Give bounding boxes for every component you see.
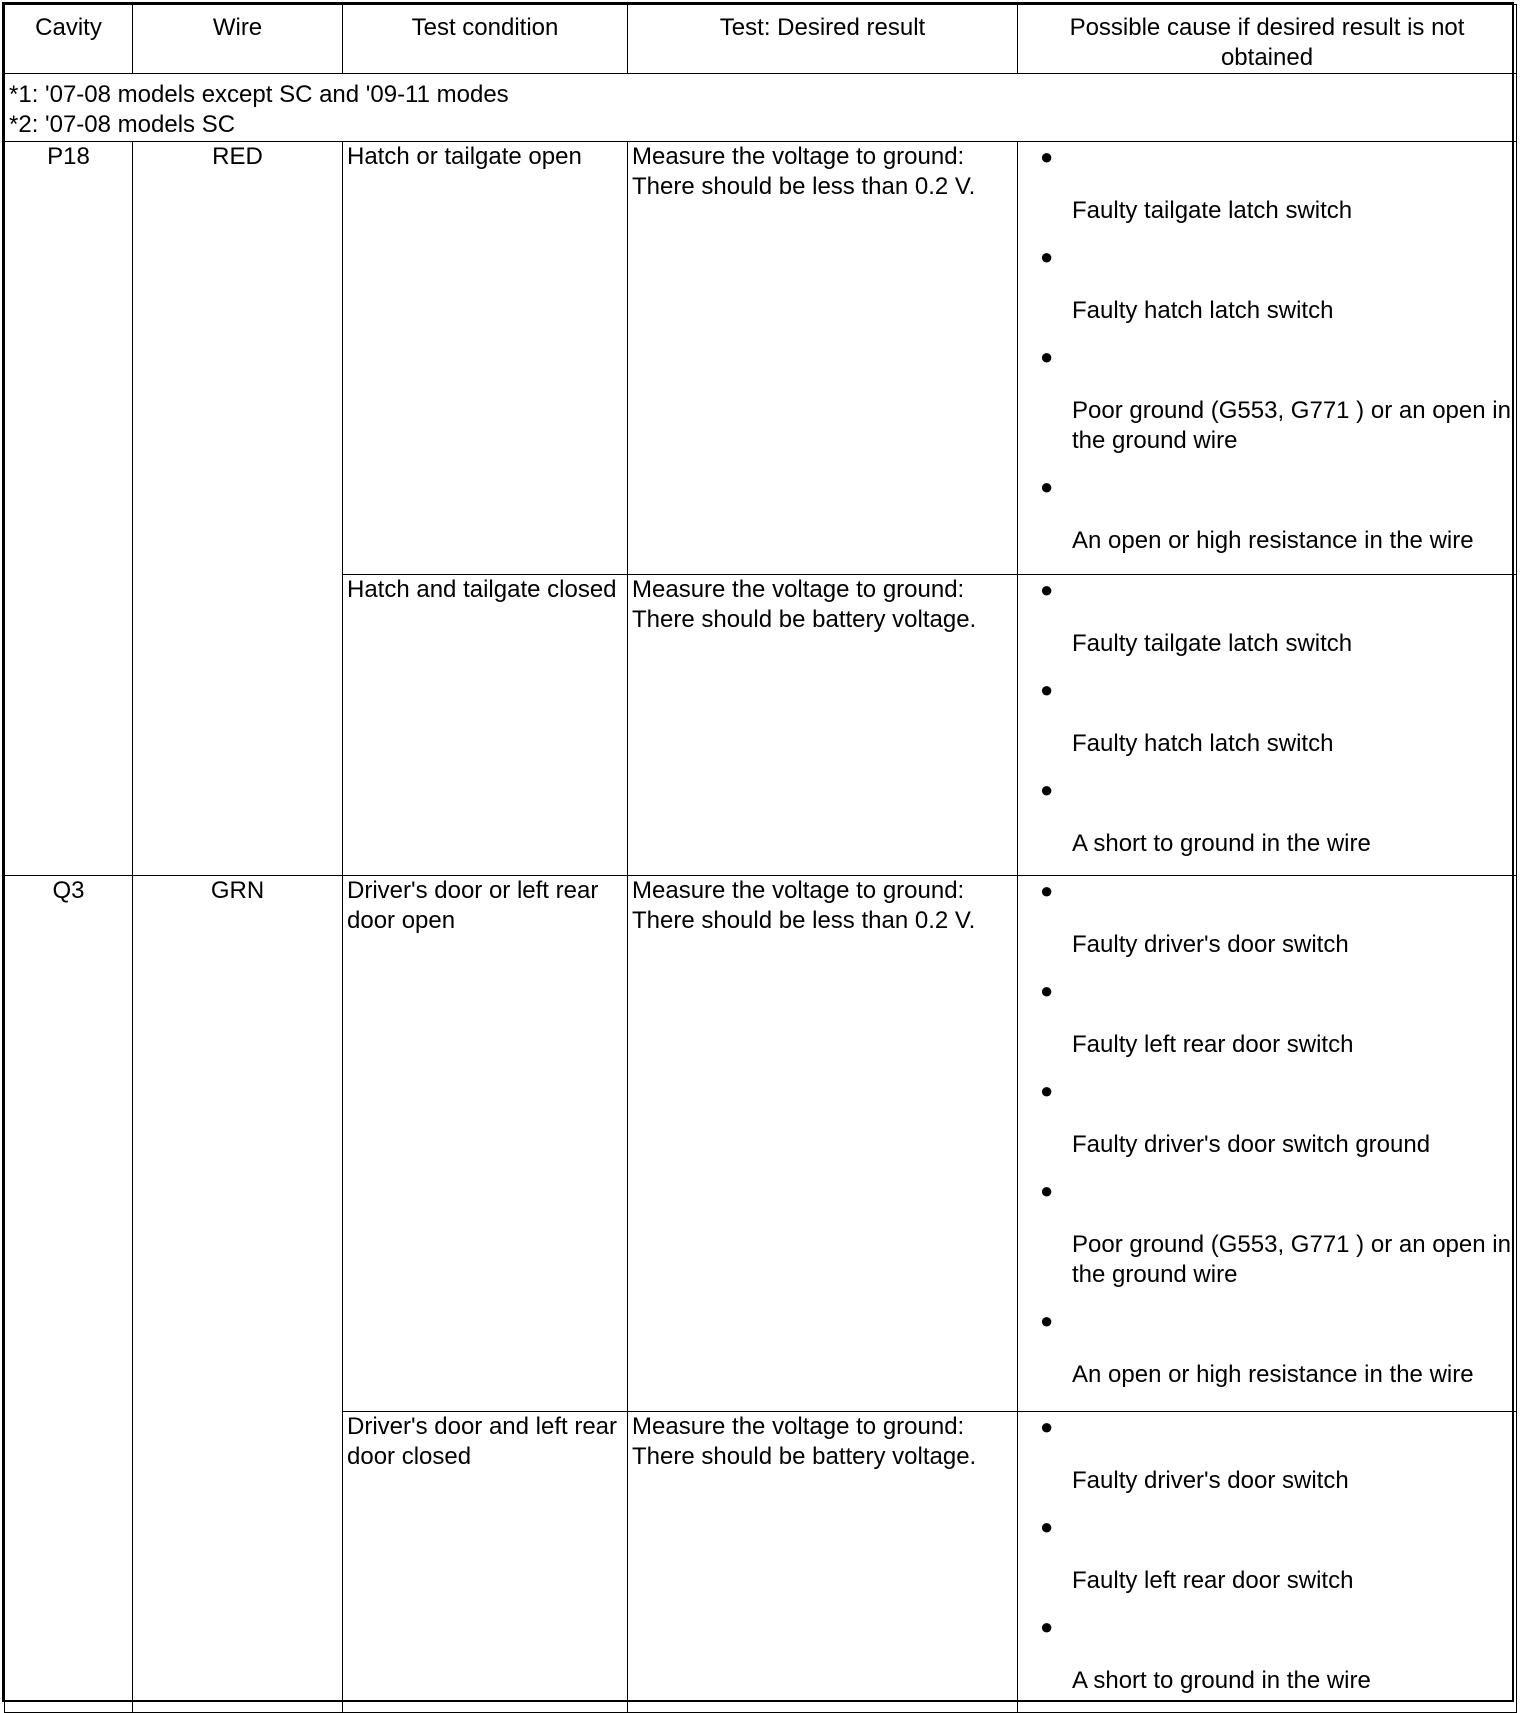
condition-cell: Driver's door or left rear door open — [343, 876, 628, 1412]
cause-text: Poor ground (G553, G771 ) or an open in the ground wire — [1072, 1231, 1511, 1288]
cavity-cell: P18 — [5, 142, 133, 876]
header-wire: Wire — [133, 5, 343, 74]
cause-item — [1022, 1412, 1512, 1512]
result-line: There should be less than 0.2 V. — [632, 173, 976, 200]
wire-cell: RED — [133, 142, 343, 876]
cause-item — [1022, 1306, 1512, 1406]
result-line: Measure the voltage to ground: — [632, 877, 965, 904]
result-line: There should be battery voltage. — [632, 1443, 977, 1470]
cause-text: Faulty left rear door switch — [1072, 1567, 1354, 1594]
bullet-icon: ● — [1040, 677, 1054, 702]
result-cell — [628, 1412, 1018, 1713]
cause-item — [1022, 1512, 1512, 1612]
bullet-icon: ● — [1040, 1414, 1054, 1439]
condition-cell: Hatch and tailgate closed — [343, 575, 628, 876]
header-possible-cause: Possible cause if desired result is not obtained — [1018, 5, 1517, 74]
bullet-icon: ● — [1040, 1514, 1054, 1539]
bullet-icon: ● — [1040, 1614, 1054, 1639]
table-row — [5, 142, 1517, 575]
cavity-cell: Q3 — [5, 876, 133, 1713]
cause-item — [1022, 242, 1512, 342]
cause-text: Faulty tailgate latch switch — [1072, 630, 1353, 657]
cause-text: An open or high resistance in the wire — [1072, 527, 1474, 554]
header-desired-result: Test: Desired result — [628, 5, 1018, 74]
result-line: There should be less than 0.2 V. — [632, 907, 976, 934]
result-line: There should be battery voltage. — [632, 606, 977, 633]
cause-text: Poor ground (G553, G771 ) or an open in the ground wire — [1072, 397, 1511, 454]
cause-text: A short to ground in the wire — [1072, 830, 1371, 857]
cause-text: Faulty tailgate latch switch — [1072, 197, 1353, 224]
cause-item — [1022, 342, 1512, 472]
bullet-icon: ● — [1040, 577, 1054, 602]
cause-item — [1022, 1176, 1512, 1306]
header-row — [5, 5, 1517, 74]
cause-item — [1022, 1612, 1512, 1712]
bullet-icon: ● — [1040, 1308, 1054, 1333]
note-1: *1: '07-08 models except SC and '09-11 modes — [9, 81, 509, 108]
result-line: Measure the voltage to ground: — [632, 143, 965, 170]
cause-text: An open or high resistance in the wire — [1072, 1361, 1474, 1388]
causes-cell — [1018, 876, 1517, 1412]
cause-text: A short to ground in the wire — [1072, 1667, 1371, 1694]
note-2: *2: '07-08 models SC — [9, 111, 236, 138]
cause-item — [1022, 876, 1512, 976]
bullet-icon: ● — [1040, 1178, 1054, 1203]
cause-item — [1022, 976, 1512, 1076]
wire-test-table — [4, 4, 1517, 1713]
condition-cell: Driver's door and left rear door closed — [343, 1412, 628, 1713]
condition-cell: Hatch or tailgate open — [343, 142, 628, 575]
result-cell — [628, 142, 1018, 575]
bullet-icon: ● — [1040, 144, 1054, 169]
cause-item — [1022, 142, 1512, 242]
bullet-icon: ● — [1040, 878, 1054, 903]
cause-text: Faulty left rear door switch — [1072, 1031, 1354, 1058]
bullet-icon: ● — [1040, 777, 1054, 802]
cause-text: Faulty hatch latch switch — [1072, 730, 1334, 757]
table-row — [5, 876, 1517, 1412]
result-line: Measure the voltage to ground: — [632, 576, 965, 603]
result-line: Measure the voltage to ground: — [632, 1413, 965, 1440]
cause-item — [1022, 775, 1512, 875]
cause-text: Faulty driver's door switch — [1072, 931, 1349, 958]
causes-cell — [1018, 142, 1517, 575]
result-cell — [628, 575, 1018, 876]
bullet-icon: ● — [1040, 1078, 1054, 1103]
notes-row — [5, 74, 1517, 142]
header-cavity: Cavity — [5, 5, 133, 74]
causes-cell — [1018, 1412, 1517, 1713]
cause-item — [1022, 1076, 1512, 1176]
bullet-icon: ● — [1040, 244, 1054, 269]
cause-item — [1022, 575, 1512, 675]
header-test-condition: Test condition — [343, 5, 628, 74]
cause-item — [1022, 675, 1512, 775]
notes-cell — [5, 74, 1517, 142]
bullet-icon: ● — [1040, 474, 1054, 499]
wire-cell: GRN — [133, 876, 343, 1713]
result-cell — [628, 876, 1018, 1412]
cause-text: Faulty driver's door switch — [1072, 1467, 1349, 1494]
causes-cell — [1018, 575, 1517, 876]
cause-text: Faulty hatch latch switch — [1072, 297, 1334, 324]
bullet-icon: ● — [1040, 978, 1054, 1003]
cause-item — [1022, 472, 1512, 572]
bullet-icon: ● — [1040, 344, 1054, 369]
cause-text: Faulty driver's door switch ground — [1072, 1131, 1431, 1158]
